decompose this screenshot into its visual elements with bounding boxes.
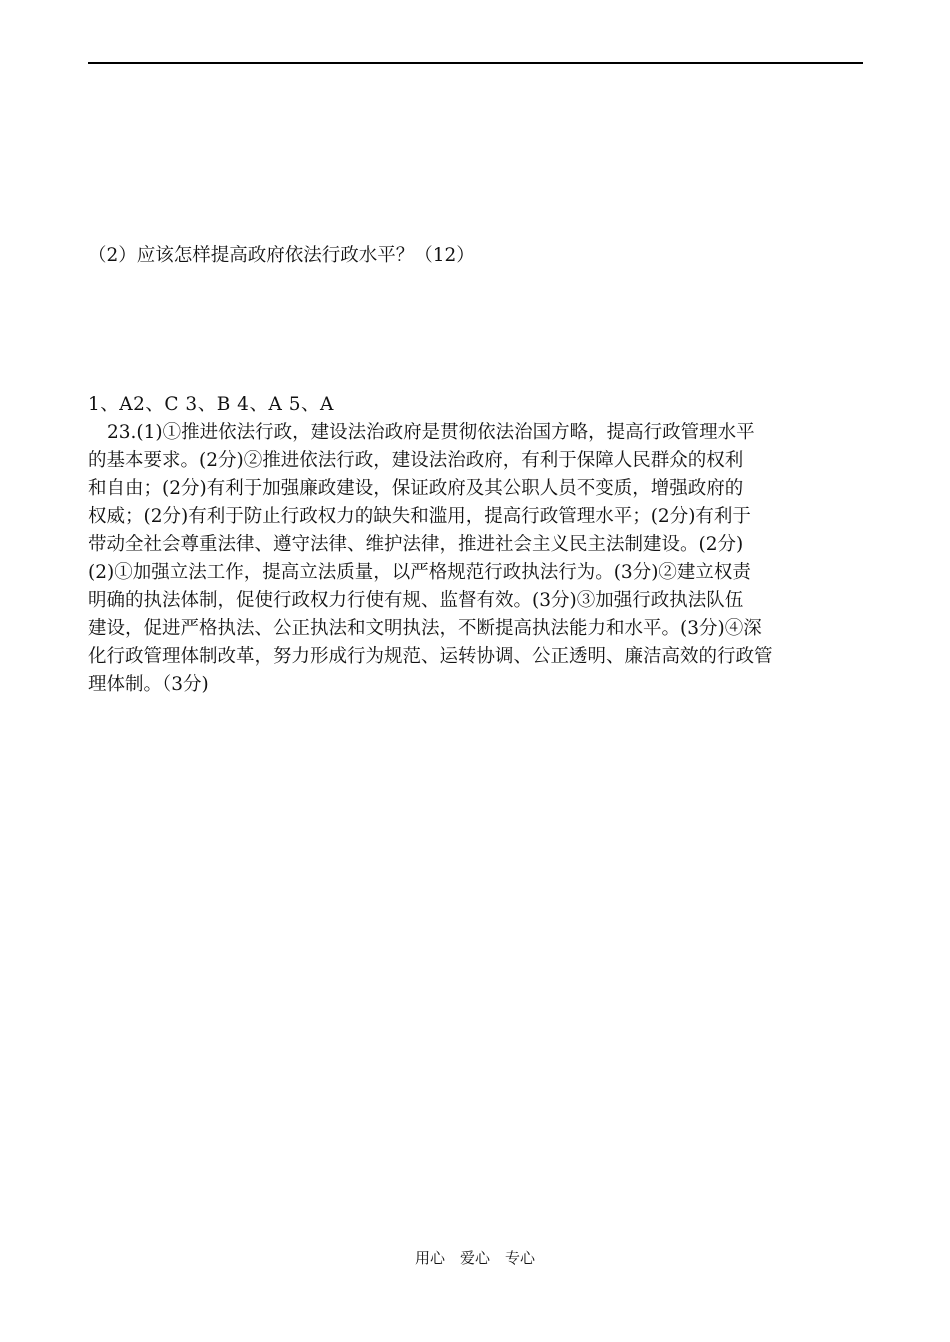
answer-line: 的基本要求。(2分)②推进依法行政，建设法治政府，有利于保障人民群众的权利: [88, 450, 744, 471]
answer-key: 1、A2、C 3、B 4、A 5、A: [88, 394, 334, 415]
answer-line: 化行政管理体制改革，努力形成行为规范、运转协调、公正透明、廉洁高效的行政管: [88, 646, 773, 667]
page-footer: 用心 爱心 专心: [414, 1249, 535, 1267]
header-rule: [88, 62, 863, 64]
answer-line: 明确的执法体制，促使行政权力行使有规、监督有效。(3分)③加强行政执法队伍: [88, 590, 744, 611]
answer-line: 权威；(2分)有利于防止行政权力的缺失和滥用，提高行政管理水平；(2分)有利于: [88, 506, 751, 527]
answer-line: 和自由；(2分)有利于加强廉政建设，保证政府及其公职人员不变质，增强政府的: [88, 478, 744, 499]
answer-line: 23.(1)①推进依法行政，建设法治政府是贯彻依法治国方略，提高行政管理水平: [107, 422, 755, 443]
answer-line: 建设，促进严格执法、公正执法和文明执法，不断提高执法能力和水平。(3分)④深: [88, 618, 762, 639]
answer-line: 带动全社会尊重法律、遵守法律、维护法律，推进社会主义民主法制建设。(2分): [88, 534, 744, 555]
answer-block: [88, 419, 868, 699]
answer-line: 理体制。（3分): [88, 674, 209, 695]
question-text: （2）应该怎样提高政府依法行政水平？（12）: [88, 245, 475, 266]
answer-line: (2)①加强立法工作，提高立法质量，以严格规范行政执法行为。(3分)②建立权责: [88, 562, 751, 583]
